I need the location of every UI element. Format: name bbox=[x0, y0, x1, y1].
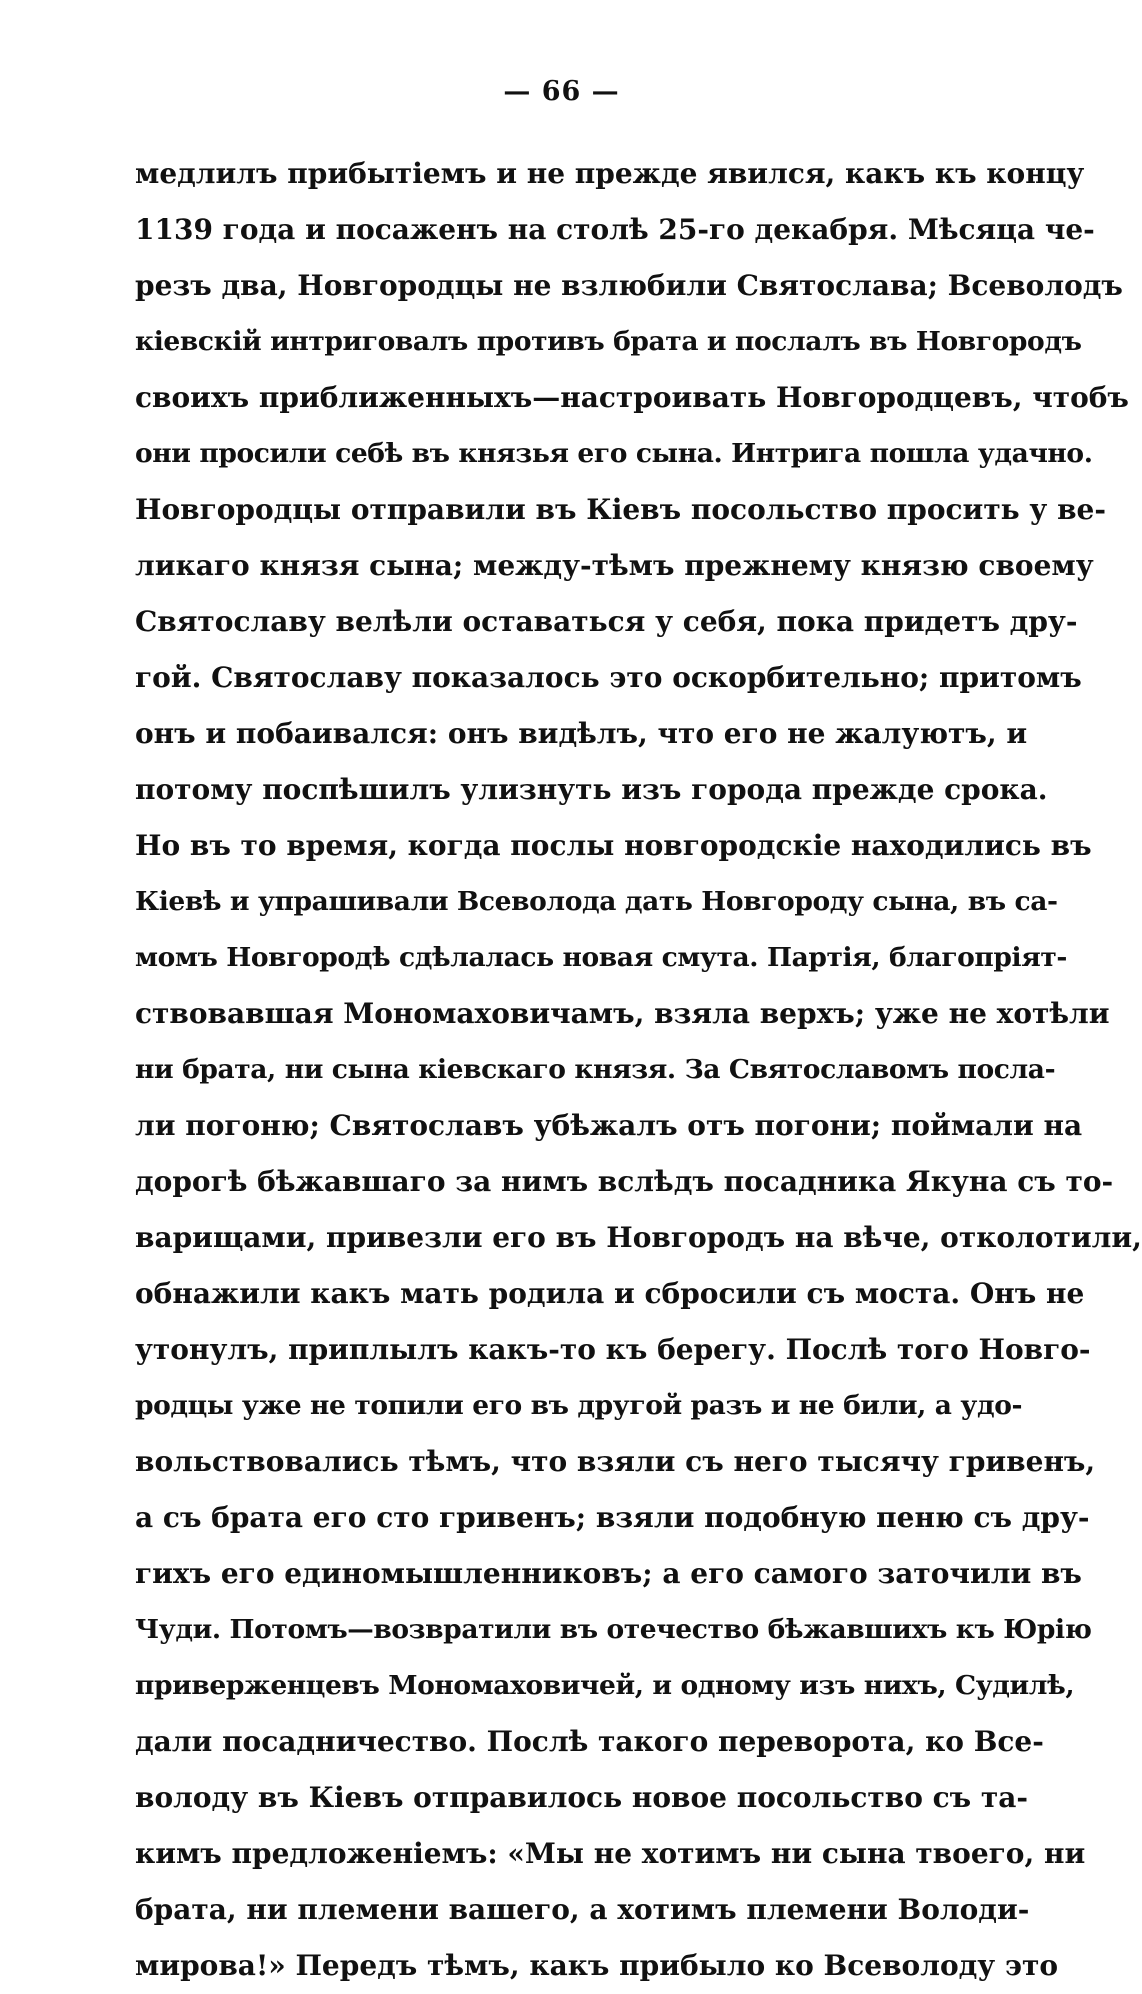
text-line: варищами, привезли его въ Новгородъ на вѣче, отколотили, bbox=[135, 1221, 1142, 1254]
text-line: Святославу велѣли оставаться у себя, пока придетъ дру- bbox=[135, 605, 1078, 638]
text-line: дали посадничество. Послѣ такого переворота, ко Все- bbox=[135, 1725, 1044, 1758]
text-line: ни брата, ни сына кіевскаго князя. За Святославомъ посла- bbox=[135, 1054, 1056, 1085]
text-line: утонулъ, приплылъ какъ-то къ берегу. Послѣ того Новго- bbox=[135, 1333, 1091, 1366]
text-line: кимъ предложеніемъ: «Мы не хотимъ ни сына твоего, ни bbox=[135, 1837, 1086, 1870]
text-line: ствовавшая Мономаховичамъ, взяла верхъ; уже не хотѣли bbox=[135, 997, 1110, 1030]
text-line: родцы уже не топили его въ другой разъ и не били, а удо- bbox=[135, 1390, 1023, 1421]
text-line: резъ два, Новгородцы не взлюбили Святослава; Всеволодъ bbox=[135, 269, 1123, 302]
text-line: гой. Святославу показалось это оскорбительно; притомъ bbox=[135, 661, 1082, 694]
text-line: кіевскій интриговалъ противъ брата и послалъ въ Новгородъ bbox=[135, 326, 1082, 357]
text-line: обнажили какъ мать родила и сбросили съ моста. Онъ не bbox=[135, 1277, 1085, 1310]
body-text bbox=[135, 146, 1142, 1994]
text-line: гихъ его единомышленниковъ; а его самого заточили въ bbox=[135, 1557, 1082, 1590]
text-line: медлилъ прибытіемъ и не прежде явился, какъ къ концу bbox=[135, 157, 1085, 190]
text-line: мирова!» Передъ тѣмъ, какъ прибыло ко Всеволоду это bbox=[135, 1949, 1059, 1982]
text-line: брата, ни племени вашего, а хотимъ племени Володи- bbox=[135, 1893, 1030, 1926]
text-line: а съ брата его сто гривенъ; взяли подобную пеню съ дру- bbox=[135, 1501, 1090, 1534]
text-line: володу въ Кіевъ отправилось новое посольство съ та- bbox=[135, 1781, 1029, 1814]
text-line: дорогѣ бѣжавшаго за нимъ вслѣдъ посадника Якуна съ то- bbox=[135, 1165, 1114, 1198]
text-line: они просили себѣ въ князья его сына. Интрига пошла удачно. bbox=[135, 438, 1093, 469]
text-line: онъ и побаивался: онъ видѣлъ, что его не жалуютъ, и bbox=[135, 717, 1028, 750]
text-line: вольствовались тѣмъ, что взяли съ него тысячу гривенъ, bbox=[135, 1445, 1096, 1478]
page-number: — 66 — bbox=[503, 76, 620, 107]
text-line: приверженцевъ Мономаховичей, и одному изъ нихъ, Судилѣ, bbox=[135, 1670, 1075, 1701]
text-line: Чуди. Потомъ—возвратили въ отечество бѣжавшихъ къ Юрію bbox=[135, 1614, 1092, 1645]
text-line: ли погоню; Святославъ убѣжалъ отъ погони; поймали на bbox=[135, 1109, 1083, 1142]
text-line: своихъ приближенныхъ—настроивать Новгородцевъ, чтобъ bbox=[135, 381, 1129, 414]
text-line: потому поспѣшилъ улизнуть изъ города прежде срока. bbox=[135, 773, 1048, 806]
text-line: момъ Новгородѣ сдѣлалась новая смута. Партія, благопріят- bbox=[135, 942, 1068, 973]
text-line: Но въ то время, когда послы новгородскіе находились въ bbox=[135, 829, 1092, 862]
text-line: 1139 года и посаженъ на столѣ 25-го декабря. Мѣсяца че- bbox=[135, 213, 1095, 246]
text-line: Кіевѣ и упрашивали Всеволода дать Новгороду сына, въ са- bbox=[135, 886, 1058, 917]
text-line: Новгородцы отправили въ Кіевъ посольство просить у ве- bbox=[135, 493, 1106, 526]
text-line: ликаго князя сына; между-тѣмъ прежнему князю своему bbox=[135, 549, 1094, 582]
